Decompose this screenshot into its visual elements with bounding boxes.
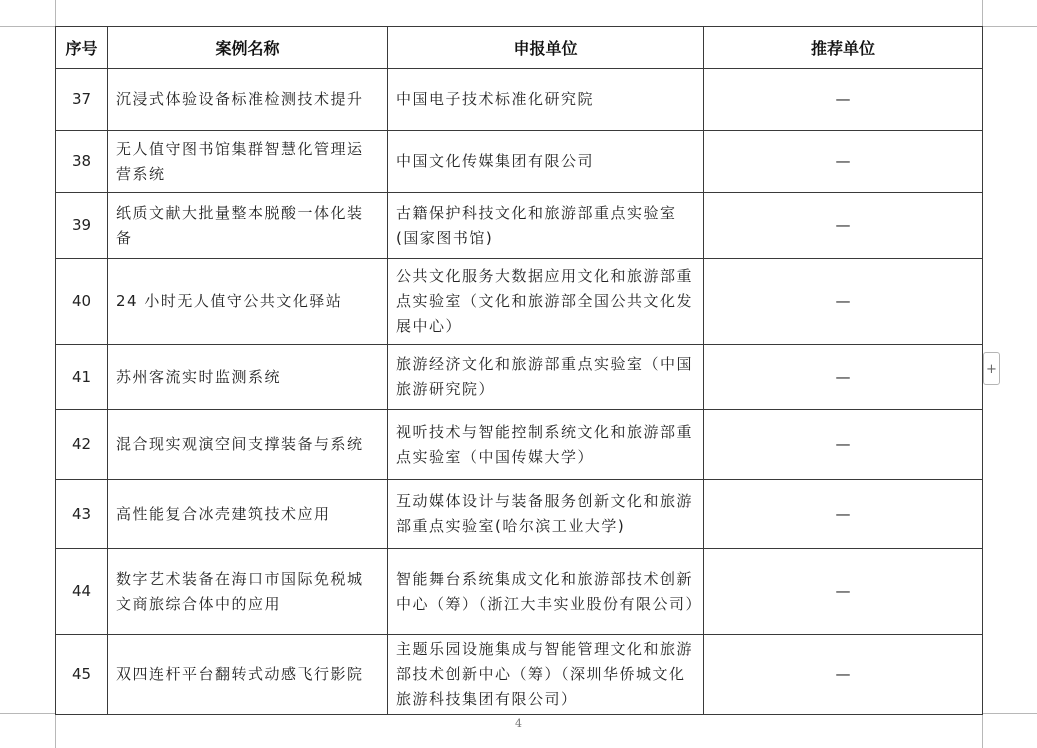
case-name: 数字艺术装备在海口市国际免税城文商旅综合体中的应用 [108, 549, 388, 635]
table-row [56, 345, 983, 410]
recommending-unit: — [704, 131, 983, 193]
recommending-unit: — [704, 345, 983, 410]
recommending-unit: — [704, 193, 983, 259]
table-expand-button[interactable] [983, 352, 1000, 385]
crop-mark-left-top [0, 26, 55, 27]
recommending-unit: — [704, 410, 983, 480]
applicant-unit: 公共文化服务大数据应用文化和旅游部重点实验室（文化和旅游部全国公共文化发展中心） [388, 259, 704, 345]
crop-mark-top-left [55, 0, 56, 26]
applicant-unit: 旅游经济文化和旅游部重点实验室（中国旅游研究院） [388, 345, 704, 410]
row-number: 41 [56, 345, 108, 410]
table-row [56, 410, 983, 480]
case-name: 高性能复合冰壳建筑技术应用 [108, 480, 388, 549]
crop-mark-left-bottom [0, 713, 55, 714]
applicant-unit: 互动媒体设计与装备服务创新文化和旅游部重点实验室(哈尔滨工业大学) [388, 480, 704, 549]
case-name: 双四连杆平台翻转式动感飞行影院 [108, 635, 388, 715]
recommending-unit: — [704, 259, 983, 345]
table-header-row [56, 27, 983, 69]
case-name: 无人值守图书馆集群智慧化管理运营系统 [108, 131, 388, 193]
table-row [56, 193, 983, 259]
row-number: 40 [56, 259, 108, 345]
table-row [56, 131, 983, 193]
case-name: 混合现实观演空间支撑装备与系统 [108, 410, 388, 480]
table-row [56, 549, 983, 635]
recommending-unit: — [704, 69, 983, 131]
header-recommending-unit: 推荐单位 [704, 27, 983, 69]
header-no: 序号 [56, 27, 108, 69]
table-row [56, 480, 983, 549]
plus-icon: + [986, 362, 997, 377]
table-row [56, 635, 983, 715]
recommending-unit: — [704, 480, 983, 549]
row-number: 45 [56, 635, 108, 715]
row-number: 37 [56, 69, 108, 131]
applicant-unit: 智能舞台系统集成文化和旅游部技术创新中心（筹）（浙江大丰实业股份有限公司） [388, 549, 704, 635]
row-number: 44 [56, 549, 108, 635]
recommending-unit: — [704, 635, 983, 715]
table-row [56, 259, 983, 345]
row-number: 38 [56, 131, 108, 193]
crop-mark-right-bottom [982, 713, 1037, 714]
case-name: 沉浸式体验设备标准检测技术提升 [108, 69, 388, 131]
case-name: 纸质文献大批量整本脱酸一体化装备 [108, 193, 388, 259]
applicant-unit: 视听技术与智能控制系统文化和旅游部重点实验室（中国传媒大学） [388, 410, 704, 480]
header-case-name: 案例名称 [108, 27, 388, 69]
recommending-unit: — [704, 549, 983, 635]
crop-mark-right-top [982, 26, 1037, 27]
crop-mark-top-right [982, 0, 983, 26]
case-name: 苏州客流实时监测系统 [108, 345, 388, 410]
page-number: 4 [515, 717, 522, 730]
header-applicant-unit: 申报单位 [388, 27, 704, 69]
applicant-unit: 主题乐园设施集成与智能管理文化和旅游部技术创新中心（筹）（深圳华侨城文化旅游科技集团有限公司） [388, 635, 704, 715]
applicant-unit: 古籍保护科技文化和旅游部重点实验室(国家图书馆) [388, 193, 704, 259]
row-number: 39 [56, 193, 108, 259]
applicant-unit: 中国电子技术标准化研究院 [388, 69, 704, 131]
row-number: 43 [56, 480, 108, 549]
case-name: 24 小时无人值守公共文化驿站 [108, 259, 388, 345]
case-table [55, 26, 983, 715]
table-row [56, 69, 983, 131]
applicant-unit: 中国文化传媒集团有限公司 [388, 131, 704, 193]
row-number: 42 [56, 410, 108, 480]
